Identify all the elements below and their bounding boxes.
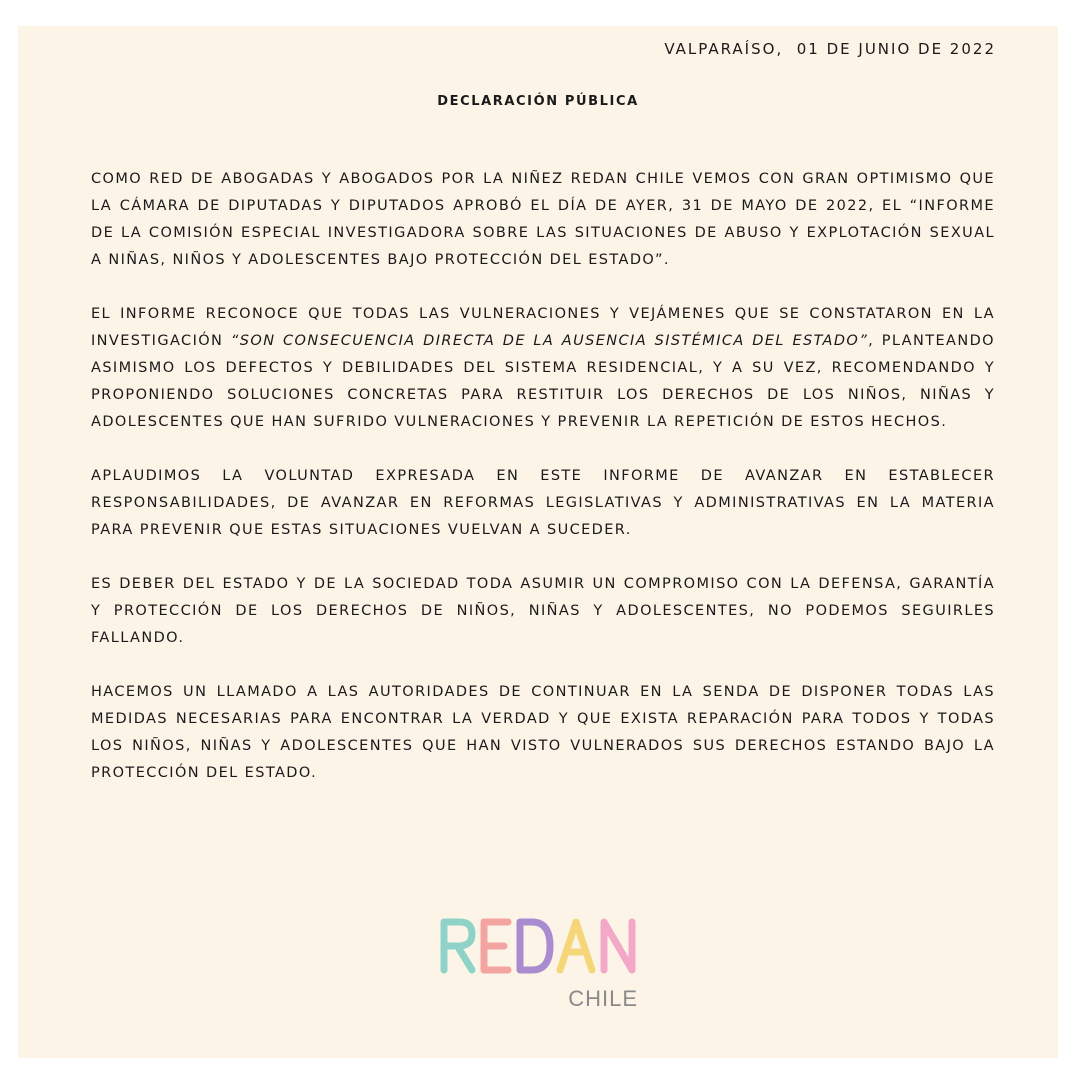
paragraph-2-quote: “SON CONSECUENCIA DIRECTA DE LA AUSENCIA SISTÉMICA DEL ESTADO” [230, 333, 869, 349]
document-date: VALPARAÍSO, 01 DE JUNIO DE 2022 [664, 40, 996, 58]
logo-letter-n [604, 922, 632, 970]
document-title: DECLARACIÓN PÚBLICA [437, 94, 639, 109]
paragraph-2-text-after: , PLANTEANDO ASIMISMO LOS DEFECTOS Y DEBILIDADES DEL SISTEMA RESIDENCIAL, Y A SU VEZ, RECOMENDANDO Y PROPONIENDO SOLUCIONES CONCRETAS PARA RESTITUIR LOS DERECHOS DE LOS NIÑOS, NIÑAS Y ADOLESCENTES QUE HAN SUFRIDO VULNERACIONES Y PREVENIR LA REPETICIÓN DE ESTOS HECHOS. [91, 333, 995, 430]
document-page [18, 26, 1058, 1058]
logo-letter-d [520, 922, 550, 970]
paragraph-3: APLAUDIMOS LA VOLUNTAD EXPRESADA EN ESTE INFORME DE AVANZAR EN ESTABLECER RESPONSABILIDADES, DE AVANZAR EN REFORMAS LEGISLATIVAS Y ADMINISTRATIVAS EN LA MATERIA PARA PREVENIR QUE ESTAS SITUACIONES VUELVAN A SUCEDER. [91, 468, 995, 538]
document-body [91, 166, 995, 814]
logo-letter-e [484, 922, 508, 970]
logo-subtitle: CHILE [568, 986, 638, 1011]
paragraph-1: COMO RED DE ABOGADAS Y ABOGADOS POR LA NIÑEZ REDAN CHILE VEMOS CON GRAN OPTIMISMO QUE LA CÁMARA DE DIPUTADAS Y DIPUTADOS APROBÓ EL DÍA DE AYER, 31 DE MAYO DE 2022, EL “INFORME DE LA COMISIÓN ESPECIAL INVESTIGADORA SOBRE LAS SITUACIONES DE ABUSO Y EXPLOTACIÓN SEXUAL A NIÑAS, NIÑOS Y ADOLESCENTES BAJO PROTECCIÓN DEL ESTADO”. [91, 171, 995, 268]
paragraph-5: HACEMOS UN LLAMADO A LAS AUTORIDADES DE CONTINUAR EN LA SENDA DE DISPONER TODAS LAS MEDIDAS NECESARIAS PARA ENCONTRAR LA VERDAD Y QUE EXISTA REPARACIÓN PARA TODOS Y TODAS LOS NIÑOS, NIÑAS Y ADOLESCENTES QUE HAN VISTO VULNERADOS SUS DERECHOS ESTANDO BAJO LA PROTECCIÓN DEL ESTADO. [91, 684, 995, 781]
logo-letter-a [560, 922, 592, 970]
paragraph-2-text-before: EL INFORME RECONOCE QUE TODAS LAS VULNERACIONES Y VEJÁMENES QUE SE CONSTATARON EN LA INVESTIGACIÓN [91, 306, 995, 349]
paragraph-2 [91, 301, 995, 436]
logo-letter-r [444, 922, 472, 970]
redan-chile-logo [438, 912, 638, 1012]
paragraph-4: ES DEBER DEL ESTADO Y DE LA SOCIEDAD TODA ASUMIR UN COMPROMISO CON LA DEFENSA, GARANTÍA Y PROTECCIÓN DE LOS DERECHOS DE NIÑOS, NIÑAS Y ADOLESCENTES, NO PODEMOS SEGUIRLES FALLANDO. [91, 576, 995, 646]
